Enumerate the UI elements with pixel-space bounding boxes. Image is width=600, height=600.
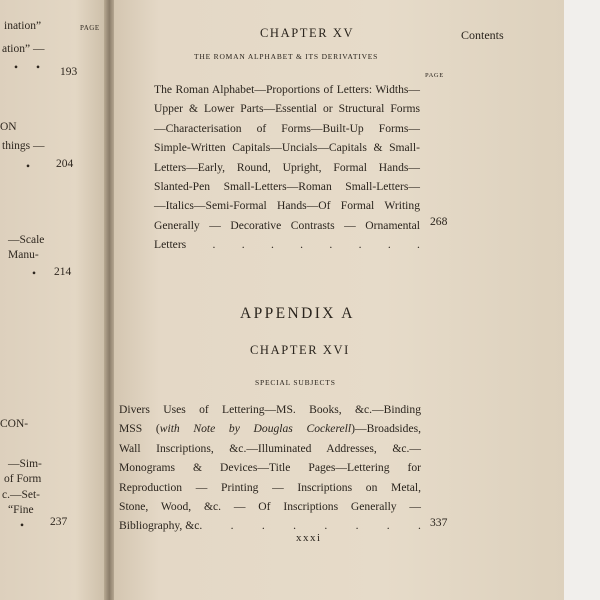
left-page-line: • — [32, 268, 37, 280]
chapter-xvi-line-2 — [119, 419, 421, 438]
left-page-line: • — [20, 520, 25, 532]
left-page-number: 237 — [50, 516, 68, 528]
dot-leader: . — [261, 519, 265, 533]
chapter-xvi-entry-lines — [119, 439, 421, 517]
left-page — [0, 0, 108, 600]
cockerell-note: with Note by Douglas Cockerell — [159, 422, 352, 436]
left-page-line: ation” — — [2, 43, 45, 55]
dot-leader: . — [241, 238, 245, 252]
page-folio: xxxi — [296, 532, 322, 544]
chapter-xv-leader-line — [154, 235, 420, 254]
dot-leader: . — [387, 238, 391, 252]
toc-entry-line: Generally — Decorative Contrasts — Ornamental — [154, 218, 420, 232]
chapter-xvi-line-1: Divers Uses of Lettering—MS. Books, &c.—Binding — [119, 403, 421, 416]
chapter-xv-entry — [154, 80, 420, 255]
toc-entry-line: Upper & Lower Parts—Essential or Structural Forms — [154, 102, 420, 116]
table-background — [564, 0, 600, 600]
chapter-xvi-line-2a: MSS ( — [119, 422, 160, 436]
left-page-line: ination” — [4, 20, 42, 32]
dot-leader: . — [230, 519, 234, 533]
chapter-xvi-entry — [119, 400, 421, 536]
dot-leader: . — [386, 519, 390, 533]
toc-entry-line: The Roman Alphabet—Proportions of Letters: Widths— — [154, 83, 420, 96]
right-page — [114, 0, 564, 600]
chapter-xv-entry-lines — [154, 80, 420, 235]
dot-leader: . — [355, 519, 359, 533]
left-page-label: PAGE — [80, 24, 100, 32]
left-page-number: 214 — [54, 266, 72, 278]
chapter-xv-subtitle: THE ROMAN ALPHABET & ITS DERIVATIVES — [194, 52, 379, 61]
chapter-xvi-leader-line — [119, 516, 421, 535]
left-page-number: 204 — [56, 158, 74, 170]
toc-entry-line: Simple-Written Capitals—Uncials—Capitals & Small- — [154, 141, 420, 155]
left-page-number: 193 — [60, 66, 78, 78]
left-page-line: —Sim- — [8, 458, 42, 470]
left-page-line: “Fine — [8, 504, 34, 516]
chapter-xv-title: CHAPTER XV — [260, 26, 355, 40]
toc-entry-line: Monograms & Devices—Title Pages—Lettering for — [119, 461, 421, 475]
running-head: Contents — [461, 28, 504, 42]
left-page-line: • — [14, 62, 19, 74]
dot-leader: . — [417, 238, 420, 252]
toc-entry-line: Stone, Wood, &c. — Of Inscriptions Generally — — [119, 499, 421, 513]
toc-entry-line: —Characterisation of Forms—Built-Up Forms— — [154, 121, 420, 135]
dot-leader: . — [418, 519, 421, 533]
dot-leader: . — [329, 238, 333, 252]
dot-leader: . — [293, 519, 296, 533]
dot-leader: . — [212, 238, 216, 252]
chapter-xvi-last-line: Bibliography, &c. — [119, 519, 203, 533]
chapter-xvi-page-number: 337 — [430, 516, 448, 529]
toc-entry-line: Letters—Early, Round, Upright, Formal Hands— — [154, 160, 420, 174]
appendix-title: APPENDIX A — [240, 305, 355, 322]
left-page-line: CON- — [0, 418, 29, 430]
left-page-line: things — — [2, 140, 45, 152]
left-page-line: • — [36, 62, 41, 74]
toc-entry-line: —Italics—Semi-Formal Hands—Of Formal Writing — [154, 199, 420, 213]
chapter-xvi-subtitle: SPECIAL SUBJECTS — [255, 378, 336, 387]
left-page-line: c.—Set- — [2, 489, 41, 501]
left-page-line: —Scale — [8, 234, 45, 246]
page-column-label: PAGE — [425, 72, 444, 79]
left-page-line: of Form — [4, 473, 42, 485]
left-page-line: Manu- — [8, 249, 39, 261]
chapter-xvi-title: CHAPTER XVI — [250, 343, 350, 357]
dot-leader: . — [324, 519, 328, 533]
toc-entry-line: Wall Inscriptions, &c.—Illuminated Addresses, &c.— — [119, 441, 421, 455]
toc-entry-line: Reproduction — Printing — Inscriptions on Metal, — [119, 480, 421, 494]
dot-leader: . — [358, 238, 362, 252]
dot-leader: . — [270, 238, 274, 252]
dot-leader: . — [300, 238, 304, 252]
left-page-line: • — [26, 161, 31, 173]
toc-entry-line: Slanted-Pen Small-Letters—Roman Small-Letters— — [154, 179, 420, 193]
chapter-xv-page-number: 268 — [430, 215, 448, 228]
chapter-xv-last-line: Letters — [154, 238, 187, 252]
left-page-line: ON — [0, 121, 17, 133]
chapter-xvi-line-2b: )—Broadsides, — [351, 422, 421, 436]
